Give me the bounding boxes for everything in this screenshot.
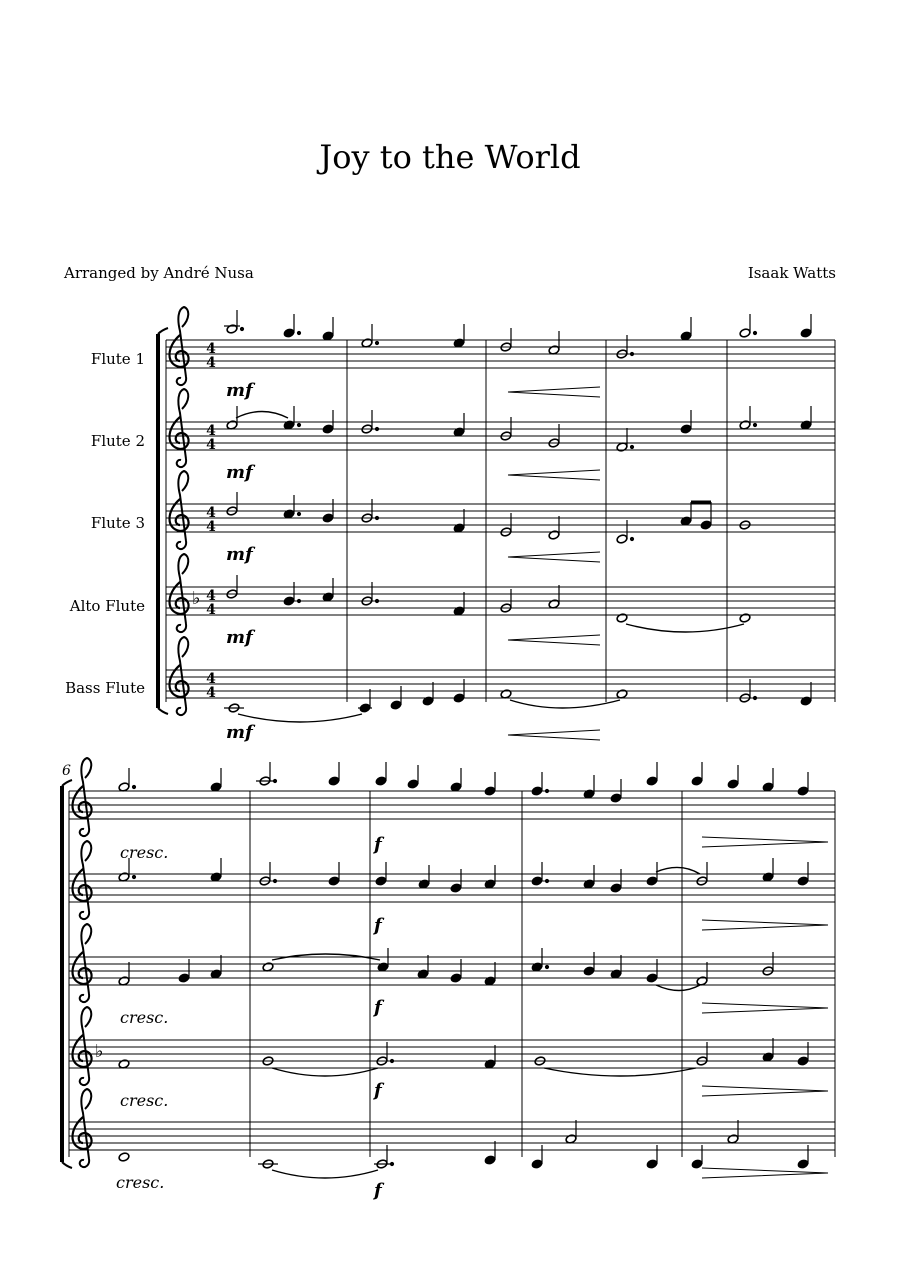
dynamic-cresc: cresc. (120, 843, 169, 862)
treble-clef-icon (170, 389, 189, 467)
instrument-label-flute-3: Flute 3 (90, 514, 145, 532)
instrument-label-alto-flute: Alto Flute (69, 597, 145, 615)
decrescendo-hairpin (508, 552, 600, 562)
treble-clef-icon (73, 1089, 92, 1167)
treble-clef-icon (170, 471, 189, 549)
time-sig-unit: 4 (206, 685, 216, 701)
decrescendo-hairpin (702, 1003, 828, 1013)
dynamic-f: f (374, 1180, 382, 1201)
dynamic-cresc: cresc. (120, 1091, 169, 1110)
treble-clef-icon (73, 1007, 92, 1085)
dynamic-f: f (374, 1080, 382, 1101)
time-sig-unit: 4 (206, 355, 216, 371)
dynamic-mf: mf (226, 722, 253, 743)
instrument-label-flute-2: Flute 2 (90, 432, 145, 450)
decrescendo-hairpin (508, 635, 600, 645)
treble-clef-icon (170, 554, 189, 632)
composer-credit: Isaak Watts (747, 264, 836, 282)
dynamic-f: f (374, 834, 382, 855)
dynamic-mf: mf (226, 462, 253, 483)
time-sig-beats: 4 (206, 423, 216, 439)
time-sig-unit: 4 (206, 519, 216, 535)
decrescendo-hairpin (702, 1086, 828, 1096)
time-sig-beats: 4 (206, 671, 216, 687)
time-sig-unit: 4 (206, 437, 216, 453)
decrescendo-hairpin (702, 1168, 828, 1178)
notes-bass-flute (224, 679, 812, 722)
time-sig-beats: 4 (206, 505, 216, 521)
decrescendo-hairpin (702, 837, 828, 847)
instrument-label-flute-1: Flute 1 (90, 350, 145, 368)
notes-flute-1-sys2 (118, 762, 809, 803)
treble-clef-icon (170, 637, 189, 715)
notes-alto-flute-sys2 (118, 1038, 809, 1076)
time-sig-beats: 4 (206, 588, 216, 604)
notes-alto-flute (226, 575, 751, 632)
time-sig-beats: 4 (206, 341, 216, 357)
notes-flute-3-sys2 (118, 948, 774, 991)
treble-clef-icon (73, 758, 92, 836)
dynamic-mf: mf (226, 544, 253, 565)
dynamic-mf: mf (226, 627, 253, 648)
decrescendo-hairpin (702, 920, 828, 930)
arranger-credit: Arranged by André Nusa (64, 264, 254, 282)
dynamic-cresc: cresc. (116, 1173, 165, 1192)
dynamic-f: f (374, 997, 382, 1018)
notes-flute-1 (224, 310, 812, 359)
treble-clef-icon (73, 924, 92, 1002)
dynamic-f: f (374, 915, 382, 936)
score-title: Joy to the World (319, 138, 581, 176)
dynamic-cresc: cresc. (120, 1008, 169, 1027)
instrument-label-bass-flute: Bass Flute (65, 679, 145, 697)
decrescendo-hairpin (508, 387, 600, 397)
system-2 (62, 758, 835, 1201)
system-1 (158, 307, 835, 743)
treble-clef-icon (73, 841, 92, 919)
time-sig-unit: 4 (206, 602, 216, 618)
measure-number: 6 (62, 763, 71, 779)
flat-icon: ♭ (192, 588, 201, 609)
flat-icon: ♭ (95, 1041, 104, 1062)
decrescendo-hairpin (508, 470, 600, 480)
dynamic-mf: mf (226, 380, 253, 401)
treble-clef-icon (170, 307, 189, 385)
decrescendo-hairpin (508, 730, 600, 740)
